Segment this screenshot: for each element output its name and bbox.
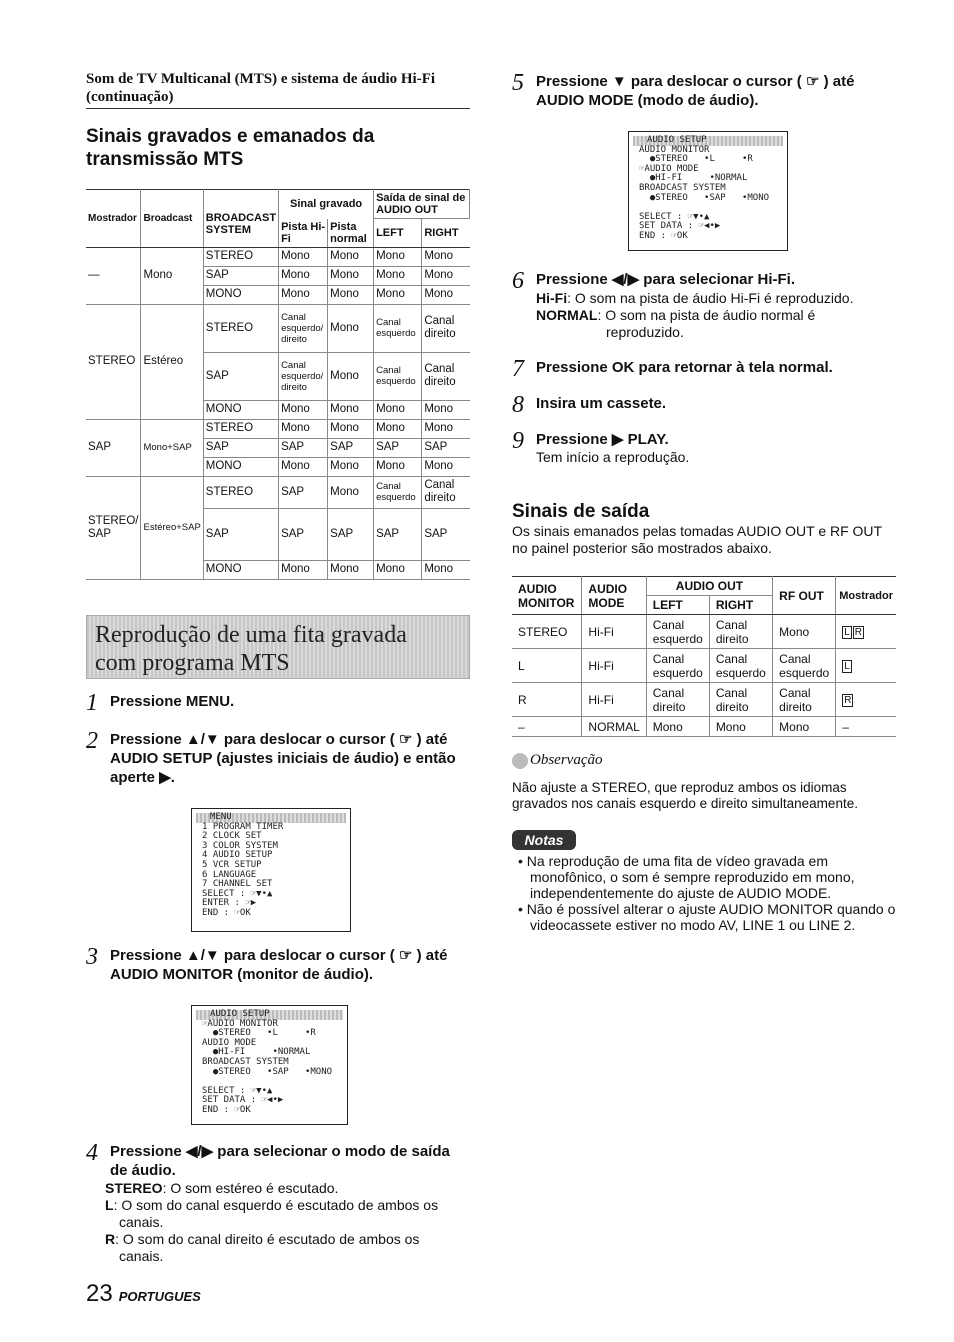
- table-row: MONO Mono Mono Mono Mono: [86, 285, 470, 304]
- audio-screen-2-line: ☞AUDIO MODE: [639, 163, 699, 174]
- audio-screen-2-line: SELECT : ☞▼•▲: [639, 211, 710, 222]
- audio-screen-2-line: BROADCAST SYSTEM: [639, 182, 726, 193]
- th-out-right: RIGHT: [709, 596, 772, 615]
- observacao-body: Não ajuste a STEREO, que reproduz ambos os idiomas gravados nos canais esquerdo e direito simultaneamente.: [512, 780, 858, 811]
- audio-screen-2-line: ●STEREO •SAP •MONO: [639, 192, 770, 203]
- audio-screen-2-line: AUDIO MONITOR: [639, 144, 710, 155]
- th-left: LEFT: [374, 219, 422, 248]
- table-row: STEREO/ SAP Estéreo+SAP STEREO SAP Mono Canal esquerdo Canal direito: [86, 476, 470, 508]
- step-7: 7 Pressione OK para retornar à tela normal.: [512, 356, 833, 382]
- menu-screen-lines: [196, 823, 346, 919]
- table-row: SAP Canal esquerdo/ direito Mono Canal esquerdo Canal direito: [86, 352, 470, 400]
- observation-icon: [512, 753, 528, 769]
- th-normal: Pista normal: [328, 219, 374, 248]
- table-row: — Mono STEREO Mono Mono Mono Mono: [86, 247, 470, 266]
- notas-list: [512, 853, 896, 933]
- menu-screen-line: 2 CLOCK SET: [202, 831, 262, 842]
- audio-screen-2-line: ●STEREO •L •R: [639, 154, 753, 165]
- menu-screen-line: ENTER : ☞▶: [202, 898, 257, 909]
- display-r-indicator: R: [854, 627, 862, 638]
- step-1: 1 Pressione MENU.: [86, 690, 235, 716]
- menu-screen-line: 7 CHANNEL SET: [202, 879, 273, 890]
- th-sinal-gravado: Sinal gravado: [279, 190, 374, 219]
- audio-screen-2-line: SET DATA : ☞◀•▶: [639, 221, 721, 232]
- section-title-saida: Sinais de saída: [512, 501, 650, 522]
- mts-table: [86, 189, 470, 580]
- th-mostrador: Mostrador: [86, 190, 141, 248]
- step-4: 4 Pressione ◀/▶ para selecionar o modo de saída de áudio.: [86, 1140, 450, 1179]
- menu-screen-line: SELECT : ☞▼•▲: [202, 888, 273, 899]
- menu-screen-line: 3 COLOR SYSTEM: [202, 840, 278, 851]
- page-number: 23: [86, 1280, 113, 1307]
- audio-screen-1-line: ●STEREO •L •R: [202, 1028, 316, 1039]
- th-right: RIGHT: [422, 219, 470, 248]
- table-row: R Hi-Fi Canal direito Canal direito Canal direito R: [512, 683, 896, 717]
- audio-screen-1-line: END : ☞OK: [202, 1104, 251, 1115]
- table-row: SAP SAP SAP SAP SAP: [86, 508, 470, 560]
- audio-screen-1-line: AUDIO MODE: [202, 1037, 257, 1048]
- audio-screen-1-lines: [196, 1020, 343, 1116]
- th-mostrador-2: Mostrador: [836, 577, 896, 615]
- step-6-body: Hi-Fi: O som na pista de áudio Hi-Fi é reproduzido. NORMAL: O som na pista de áudio normal é reproduzido.: [536, 290, 854, 340]
- step-9: 9 Pressione ▶ PLAY.: [512, 428, 669, 454]
- th-audio-out: AUDIO OUT: [646, 577, 772, 596]
- display-l-indicator: L: [844, 627, 850, 638]
- banner-line-1: Reprodução de uma fita gravada: [95, 622, 407, 648]
- th-broadcast-system: BROADCAST SYSTEM: [203, 190, 278, 248]
- display-r-indicator: R: [844, 695, 852, 706]
- audio-screen-1-title: AUDIO SETUP: [196, 1010, 343, 1020]
- table-row: SAP SAP SAP SAP SAP: [86, 438, 470, 457]
- audio-setup-screen-2: [628, 131, 788, 251]
- th-audio-monitor: AUDIO MONITOR: [512, 577, 582, 615]
- section-saida-body: Os sinais emanados pelas tomadas AUDIO OUT e RF OUT no painel posterior são mostrados abaixo.: [512, 523, 882, 556]
- table-row: L Hi-Fi Canal esquerdo Canal esquerdo Canal esquerdo L: [512, 649, 896, 683]
- audio-setup-screen-1: [191, 1005, 348, 1125]
- table-row: STEREO Hi-Fi Canal esquerdo Canal direito Mono L R: [512, 615, 896, 649]
- step-3: 3 Pressione ▲/▼ para deslocar o cursor ( ☞ ) até AUDIO MONITOR (monitor de áudio).: [86, 944, 448, 983]
- step-2: 2 Pressione ▲/▼ para deslocar o cursor ( ☞ ) até AUDIO SETUP (ajustes iniciais de áudio) e então aperte ▶.: [86, 728, 456, 786]
- table-row: MONO Mono Mono Mono Mono: [86, 400, 470, 419]
- th-out-left: LEFT: [646, 596, 709, 615]
- menu-screen-line: END : ☞OK: [202, 907, 251, 918]
- notas-badge: Notas: [512, 830, 576, 850]
- page-footer: [86, 1280, 201, 1308]
- table-row: SAP Mono+SAP STEREO Mono Mono Mono Mono: [86, 419, 470, 438]
- th-saida: Saída de sinal de AUDIO OUT: [374, 190, 470, 219]
- audio-screen-1-line: SELECT : ☞▼•▲: [202, 1085, 273, 1096]
- table-row: MONO Mono Mono Mono Mono: [86, 457, 470, 476]
- audio-screen-1-line: BROADCAST SYSTEM: [202, 1056, 289, 1067]
- footer-language: PORTUGUES: [118, 1289, 201, 1304]
- output-table: [512, 576, 896, 737]
- step-9-body: Tem início a reprodução.: [536, 449, 690, 465]
- step-6: 6 Pressione ◀/▶ para selecionar Hi-Fi.: [512, 268, 795, 294]
- th-broadcast: Broadcast: [141, 190, 203, 248]
- step-8: 8 Insira um cassete.: [512, 392, 667, 418]
- audio-screen-2-line: END : ☞OK: [639, 230, 688, 241]
- menu-screen-line: 1 PROGRAM TIMER: [202, 821, 284, 832]
- th-audio-mode: AUDIO MODE: [582, 577, 646, 615]
- audio-screen-1-line: ●HI-FI •NORMAL: [202, 1047, 311, 1058]
- step-5: 5 Pressione ▼ para deslocar o cursor ( ☞ ) até AUDIO MODE (modo de áudio).: [512, 70, 855, 109]
- menu-screen-line: 4 AUDIO SETUP: [202, 850, 273, 861]
- audio-screen-2-title: AUDIO SETUP: [633, 136, 783, 146]
- menu-screen-title: MENU: [196, 813, 346, 823]
- display-l-indicator: L: [844, 661, 850, 672]
- audio-screen-1-line: ●STEREO •SAP •MONO: [202, 1066, 333, 1077]
- menu-screen-line: 6 LANGUAGE: [202, 869, 257, 880]
- step-4-body: STEREO: O som estéreo é escutado. L: O som do canal esquerdo é escutado de ambos os canais. R: O som do canal direito é escutado de ambos os canais.: [105, 1180, 439, 1264]
- page-header: Som de TV Multicanal (MTS) e sistema de áudio Hi-Fi (continuação): [86, 70, 470, 109]
- audio-screen-2-line: ●HI-FI •NORMAL: [639, 173, 748, 184]
- table-row: – NORMAL Mono Mono Mono –: [512, 717, 896, 737]
- audio-screen-1-line: SET DATA : ☞◀•▶: [202, 1095, 284, 1106]
- menu-screen-line: 5 VCR SETUP: [202, 859, 262, 870]
- table-row: MONO Mono Mono Mono Mono: [86, 560, 470, 579]
- list-item: • Não é possível alterar o ajuste AUDIO MONITOR quando o videocassete estiver no modo AV, LINE 1 ou LINE 2.: [518, 901, 896, 933]
- th-hifi: Pista Hi-Fi: [279, 219, 328, 248]
- list-item: • Na reprodução de uma fita de vídeo gravada em monofônico, o som é sempre reproduzido em mono, independentemente do ajuste de AUDIO MODE.: [518, 853, 855, 901]
- observacao-heading: Observação: [512, 752, 602, 769]
- audio-screen-1-line: ☞AUDIO MONITOR: [202, 1018, 278, 1029]
- banner-line-2: com programa MTS: [95, 650, 290, 676]
- menu-screen: [191, 808, 351, 932]
- th-rf-out: RF OUT: [773, 577, 836, 615]
- table-row: STEREO Estéreo STEREO Canal esquerdo/ direito Mono Canal esquerdo Canal direito: [86, 304, 470, 352]
- section-title-mts: Sinais gravados e emanados da transmissão MTS: [86, 126, 375, 170]
- table-row: SAP Mono Mono Mono Mono: [86, 266, 470, 285]
- section-banner: [86, 615, 470, 679]
- audio-screen-2-lines: [633, 146, 783, 242]
